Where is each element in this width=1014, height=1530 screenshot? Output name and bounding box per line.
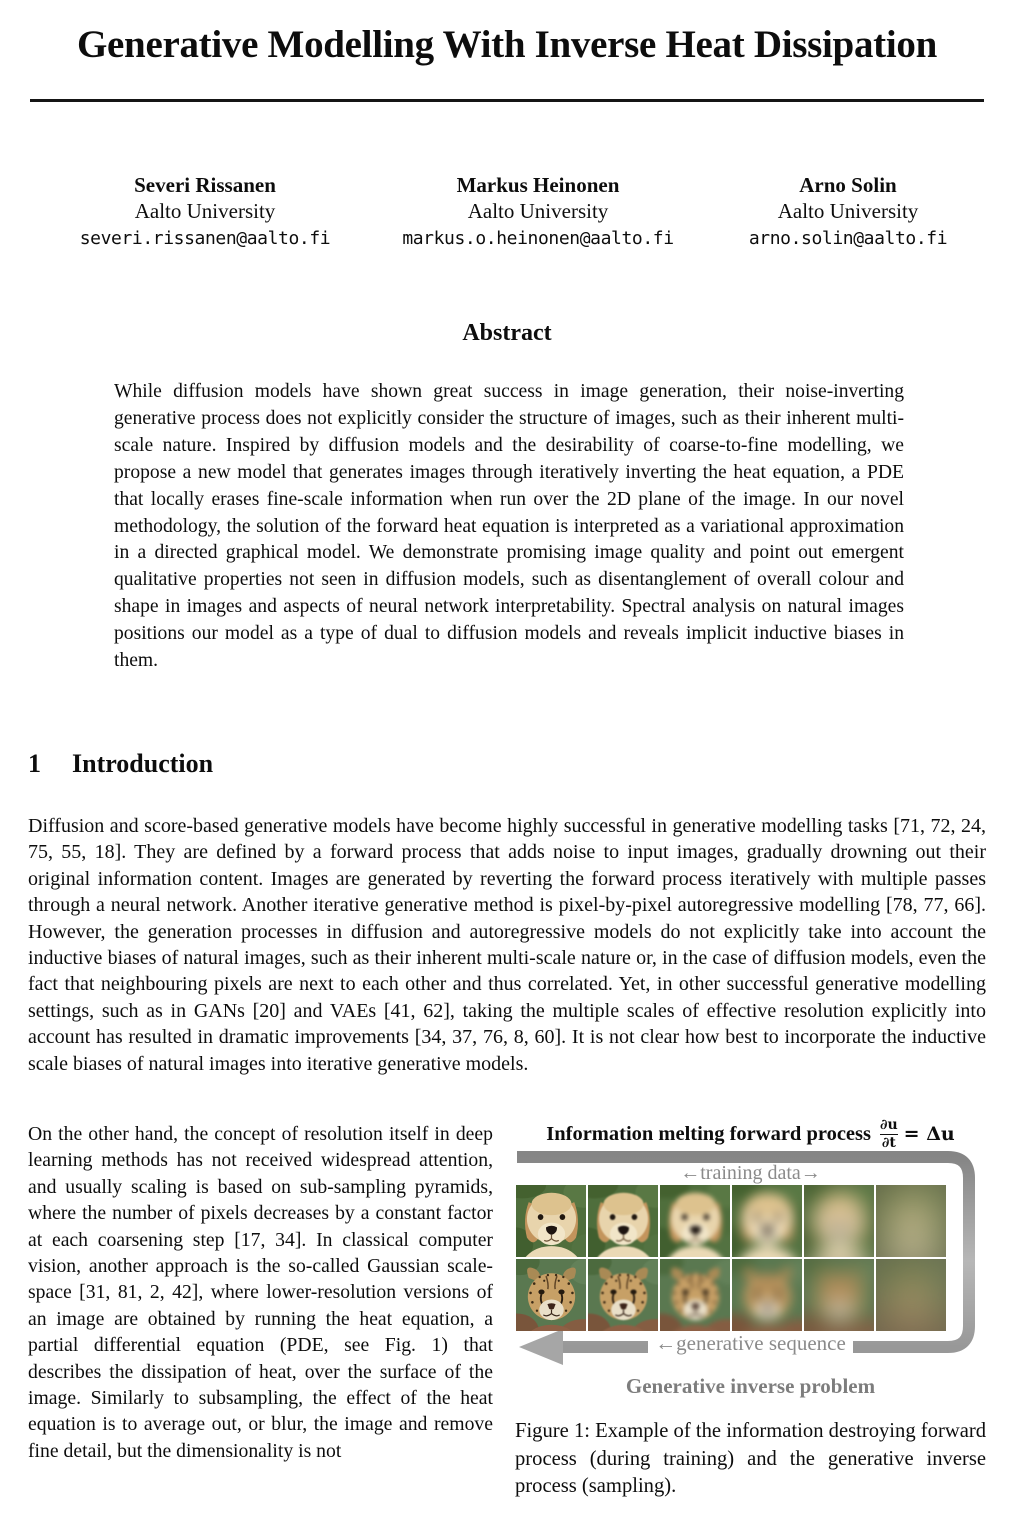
- author-email: markus.o.heinonen@aalto.fi: [402, 228, 674, 249]
- puppy-image-step-6: [876, 1185, 946, 1257]
- cheetah-image-step-4: [732, 1259, 802, 1331]
- author-arno-solin: [688, 172, 1008, 252]
- cheetah-image-step-2: [588, 1259, 658, 1331]
- equation-numerator: ∂u: [879, 1117, 898, 1133]
- author-name: Severi Rissanen: [134, 173, 276, 197]
- puppy-image-step-1: [516, 1185, 586, 1257]
- title-rule: [30, 99, 984, 102]
- paper-title: Generative Modelling With Inverse Heat Dissipation: [77, 23, 937, 66]
- author-severi-rissanen: [45, 172, 365, 252]
- figure-image-grid: [516, 1185, 946, 1331]
- author-affiliation: Aalto University: [777, 199, 919, 223]
- introduction-paragraph: Diffusion and score-based generative models have become highly successful in generative modelling tasks [71, 72, 24, 75, 55, 18]. They are defined by a forward process that adds noise to input images, gradually drowning out their original information content. Images are generated by reverting the forward process iteratively with multiple passes through a neural network. Another iterative generative method is pixel-by-pixel autoregressive modelling [78, 77, 66]. However, the generation processes in diffusion and autoregressive models do not explicitly take into account the inductive biases of natural images, such as their inherent multi-scale nature or, in the case of diffusion models, even the fact that neighbouring pixels are next to each other and thus correlated. Yet, in other successful generative modelling settings, such as in GANs [20] and VAEs [41, 62], taking the multiple scales of effective resolution explicitly into account has resulted in dramatic improvements [34, 37, 76, 8, 60]. It is not clear how best to incorporate the inductive scale biases of natural images into iterative generative models.: [28, 815, 986, 1075]
- abstract-text: While diffusion models have shown great success in image generation, their noise-inverting generative process does not explicitly consider the structure of images, such as their inherent multi-scale nature. Inspired by diffusion models and the desirability of coarse-to-fine modelling, we propose a new model that generates images through iteratively inverting the heat equation, a PDE that locally erases fine-scale information when run over the 2D plane of the image. In our novel methodology, the solution of the forward heat equation is interpreted as a variational approximation in a directed graphical model. We demonstrate promising image quality and point out emergent qualitative properties not seen in diffusion models, such as disentanglement of overall colour and shape in images and aspects of neural network interpretability. Spectral analysis on natural images positions our model as a type of dual to diffusion models and reveals implicit inductive biases in them.: [114, 381, 904, 672]
- section-number: 1: [28, 749, 41, 778]
- cheetah-image-step-3: [660, 1259, 730, 1331]
- author-email: severi.rissanen@aalto.fi: [79, 228, 331, 249]
- abstract-heading: Abstract: [462, 320, 552, 346]
- author-name: Markus Heinonen: [456, 173, 620, 197]
- figure-header-text: Information melting forward process: [546, 1122, 871, 1145]
- author-email: arno.solin@aalto.fi: [748, 228, 948, 249]
- puppy-image-step-5: [804, 1185, 874, 1257]
- left-column-paragraph: On the other hand, the concept of resolution itself in deep learning methods has not received widespread attention, and usually scaling is based on sub-sampling pyramids, where the number of pixels decreases by a constant factor at each coarsening step [17, 34]. In classical computer vision, another approach is the so-called Gaussian scale-space [31, 81, 2, 42], where lower-resolution versions of an image are obtained by running the heat equation, a partial differential equation (PDE, see Fig. 1) that describes the dissipation of heat, over the surface of the image. Similarly to subsampling, the effect of the heat equation is to average out, or blur, the image and remove fine detail, but the dimensionality is not: [28, 1123, 493, 1462]
- figure-caption: Figure 1: Example of the information destroying forward process (during training) and the generative inverse process (sampling).: [515, 1420, 986, 1498]
- cheetah-image-step-1: [516, 1259, 586, 1331]
- cheetah-image-step-6: [876, 1259, 946, 1331]
- puppy-image-step-2: [588, 1185, 658, 1257]
- author-affiliation: Aalto University: [134, 199, 276, 223]
- equation-rhs: = Δu: [903, 1123, 955, 1146]
- section-heading-introduction: [28, 749, 213, 779]
- inverse-problem-label: Generative inverse problem: [625, 1374, 876, 1398]
- generative-sequence-label: ←generative sequence: [515, 1331, 986, 1356]
- author-markus-heinonen: [378, 172, 698, 252]
- puppy-image-step-4: [732, 1185, 802, 1257]
- figure-1: [515, 1118, 986, 1508]
- section-title: Introduction: [72, 749, 214, 778]
- author-name: Arno Solin: [799, 173, 897, 197]
- puppy-image-step-3: [660, 1185, 730, 1257]
- training-data-label: ←training data→: [680, 1162, 821, 1184]
- author-affiliation: Aalto University: [467, 199, 609, 223]
- cheetah-image-step-5: [804, 1259, 874, 1331]
- equation-denominator: ∂t: [881, 1135, 896, 1152]
